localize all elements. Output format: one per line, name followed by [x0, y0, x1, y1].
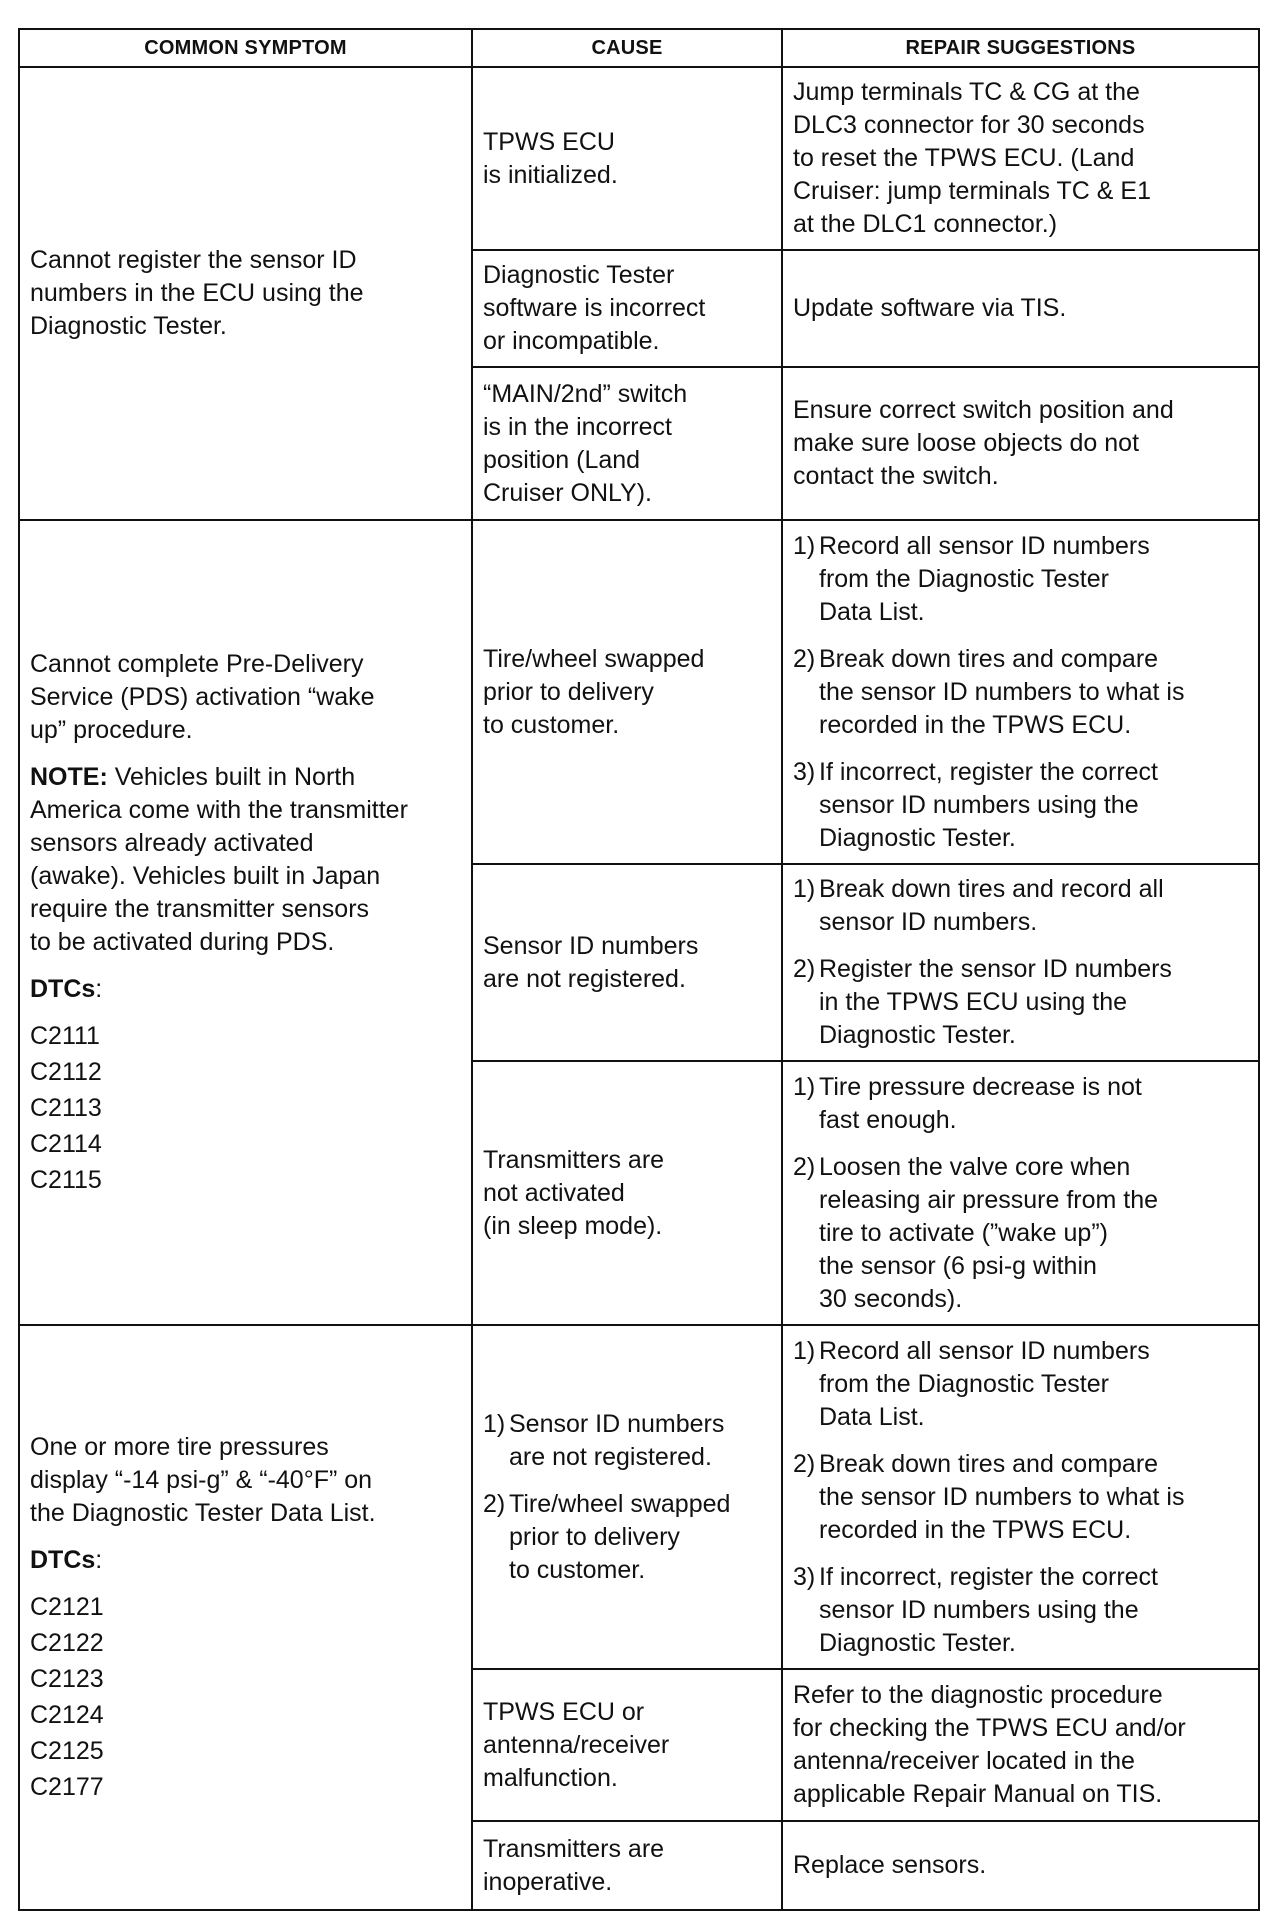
header-repair-suggestions: REPAIR SUGGESTIONS [782, 29, 1259, 67]
step-number: 3) [793, 757, 816, 786]
repair-cell [782, 1325, 1259, 1669]
repair-steps [793, 873, 1248, 1052]
dtc-code: C2125 [30, 1736, 104, 1765]
step-text: Sensor ID numbers are not registered. [509, 1409, 725, 1471]
symptom-cell: Cannot register the sensor ID numbers in the ECU using the Diagnostic Tester. [19, 67, 472, 520]
note-paragraph [30, 761, 461, 959]
dtc-code: C2115 [30, 1165, 102, 1194]
step-text: If incorrect, register the correct sensor ID numbers using the Diagnostic Tester. [819, 757, 1159, 852]
step-number: 1) [793, 1072, 816, 1101]
step-number: 2) [793, 1449, 816, 1478]
dtcs-colon: : [95, 1545, 103, 1574]
cause-cell: Sensor ID numbers are not registered. [472, 864, 782, 1061]
dtcs-colon: : [95, 974, 103, 1003]
repair-cell: Replace sensors. [782, 1821, 1259, 1910]
list-item [793, 756, 1248, 855]
cause-cell: TPWS ECU or antenna/receiver malfunction. [472, 1669, 782, 1821]
cause-cell [472, 1325, 782, 1669]
step-text: Tire pressure decrease is not fast enough. [819, 1072, 1142, 1134]
step-number: 2) [793, 955, 816, 983]
list-item [793, 1448, 1248, 1547]
dtc-list [30, 1589, 461, 1805]
dtc-code: C2121 [30, 1592, 104, 1621]
repair-cell [782, 520, 1259, 864]
dtc-code: C2113 [30, 1093, 102, 1122]
step-number: 1) [793, 531, 816, 560]
list-item [793, 1335, 1248, 1434]
list-item [793, 1561, 1248, 1660]
list-item [793, 530, 1248, 629]
step-text: Register the sensor ID numbers in the TPWS ECU using the Diagnostic Tester. [819, 955, 1172, 1049]
header-row [19, 29, 1259, 67]
step-number: 2) [793, 644, 816, 673]
table-row [19, 67, 1259, 250]
dtcs-heading [30, 973, 461, 1006]
cause-cell: Transmitters are inoperative. [472, 1821, 782, 1910]
repair-cell [782, 1061, 1259, 1325]
list-item [793, 953, 1248, 1052]
repair-steps [793, 1335, 1248, 1660]
step-number: 1) [793, 875, 816, 903]
list-item [793, 643, 1248, 742]
dtcs-label: DTCs [30, 974, 96, 1003]
step-text: If incorrect, register the correct sensor ID numbers using the Diagnostic Tester. [819, 1562, 1159, 1657]
note-label: NOTE: [30, 762, 108, 791]
step-number: 3) [793, 1562, 816, 1591]
dtc-code: C2114 [30, 1129, 102, 1158]
table-row [19, 520, 1259, 864]
list-item [793, 1151, 1248, 1316]
symptom-text: Cannot complete Pre-Delivery Service (PDS) activation “wake up” procedure. [30, 649, 375, 744]
dtc-code: C2123 [30, 1664, 104, 1693]
header-common-symptom: COMMON SYMPTOM [19, 29, 472, 67]
step-number: 1) [483, 1409, 506, 1438]
dtc-list [30, 1018, 461, 1198]
step-text: Record all sensor ID numbers from the Diagnostic Tester Data List. [819, 1336, 1150, 1431]
dtc-code: C2112 [30, 1057, 102, 1086]
troubleshooting-table [18, 28, 1260, 1911]
dtc-code: C2177 [30, 1772, 104, 1801]
repair-steps [793, 1071, 1248, 1316]
step-text: Loosen the valve core when releasing air pressure from the tire to activate (”wake up”) the sensor (6 psi-g within 30 seconds). [819, 1152, 1159, 1313]
list-item [793, 873, 1248, 939]
dtc-code: C2124 [30, 1700, 104, 1729]
step-text: Break down tires and record all sensor ID numbers. [819, 875, 1164, 936]
cause-cell: Tire/wheel swapped prior to delivery to customer. [472, 520, 782, 864]
step-text: Record all sensor ID numbers from the Diagnostic Tester Data List. [819, 531, 1150, 626]
table-row [19, 1325, 1259, 1669]
repair-cell [782, 864, 1259, 1061]
symptom-cell [19, 1325, 472, 1910]
step-number: 2) [793, 1152, 816, 1181]
list-item [483, 1488, 771, 1587]
repair-steps [793, 530, 1248, 855]
repair-cell: Update software via TIS. [782, 250, 1259, 367]
symptom-cell [19, 520, 472, 1325]
repair-cell: Ensure correct switch position and make sure loose objects do not contact the switch. [782, 367, 1259, 520]
step-text: Break down tires and compare the sensor ID numbers to what is recorded in the TPWS ECU. [819, 644, 1185, 739]
cause-cell: Diagnostic Tester software is incorrect or incompatible. [472, 250, 782, 367]
dtcs-label: DTCs [30, 1545, 96, 1574]
cause-steps [483, 1408, 771, 1587]
note-text: Vehicles built in North America come with the transmitter sensors already activated (awake). Vehicles built in Japan require the transmitter sensors to be activated during PDS. [30, 762, 408, 956]
cause-cell: TPWS ECU is initialized. [472, 67, 782, 250]
cause-cell: Transmitters are not activated (in sleep mode). [472, 1061, 782, 1325]
repair-cell: Jump terminals TC & CG at the DLC3 connector for 30 seconds to reset the TPWS ECU. (Land Cruiser: jump terminals TC & E1 at the DLC1 connector.) [782, 67, 1259, 250]
list-item [793, 1071, 1248, 1137]
symptom-text: One or more tire pressures display “-14 psi-g” & “-40°F” on the Diagnostic Tester Data List. [30, 1432, 376, 1527]
step-number: 2) [483, 1489, 506, 1518]
cause-cell: “MAIN/2nd” switch is in the incorrect position (Land Cruiser ONLY). [472, 367, 782, 520]
dtc-code: C2111 [30, 1021, 100, 1050]
dtcs-heading [30, 1544, 461, 1577]
list-item [483, 1408, 771, 1474]
step-text: Break down tires and compare the sensor ID numbers to what is recorded in the TPWS ECU. [819, 1449, 1185, 1544]
repair-cell: Refer to the diagnostic procedure for checking the TPWS ECU and/or antenna/receiver located in the applicable Repair Manual on TIS. [782, 1669, 1259, 1821]
step-number: 1) [793, 1336, 816, 1365]
header-cause: CAUSE [472, 29, 782, 67]
dtc-code: C2122 [30, 1628, 104, 1657]
step-text: Tire/wheel swapped prior to delivery to customer. [509, 1489, 731, 1584]
